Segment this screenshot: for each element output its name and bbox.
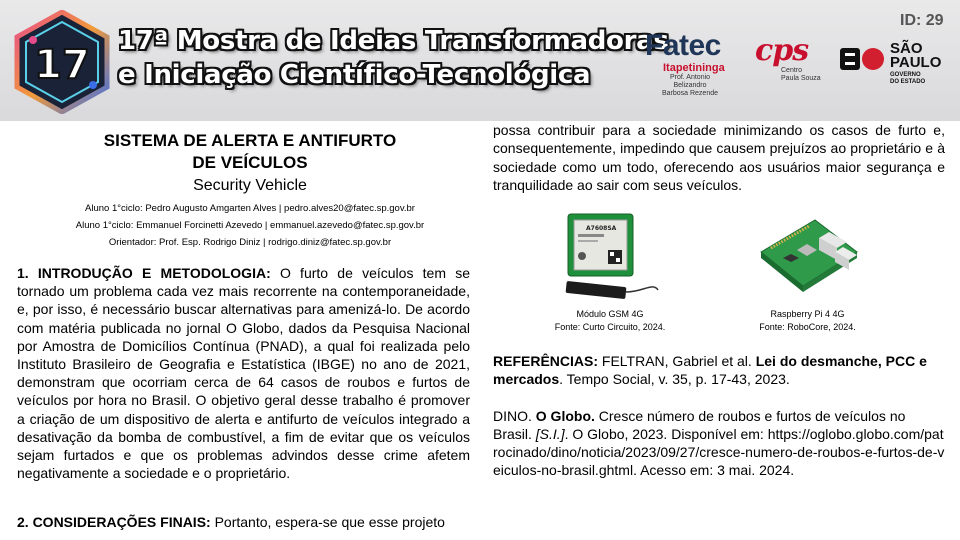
ref2-end: . Acesso em: 3 mai. 2024. (633, 462, 795, 479)
raspberry-pi-image (753, 212, 863, 308)
fatec-logo-sub1: Prof. Antonio Belizandro (669, 74, 711, 89)
ref2-title: O Globo. (535, 407, 595, 424)
gsm-chip-label: A7608SA (585, 225, 616, 232)
reference-2 (493, 407, 948, 480)
ref1-post: . Tempo Social, v. 35, p. 17-43, 2023. (559, 371, 790, 388)
sao-paulo-text (890, 42, 941, 70)
cps-logo-name: cps (755, 33, 809, 68)
sao-paulo-gov2: DO ESTADO (890, 79, 926, 85)
paper-title-line2: DE VEÍCULOS (192, 153, 308, 172)
paper-title-line1: SISTEMA DE ALERTA E ANTIFURTO (103, 131, 397, 150)
event-title (118, 24, 669, 92)
ref2-mid: Cresce número de roubos e furtos de veículos no Brasil. (493, 407, 906, 442)
final-section-continued: possa contribuir para a sociedade minimizando os casos de furto e, consequentemente, impedindo que causem prejuízos ao proprietário e à sociedade como um todo, oferecendo aos usuários maior segurança e tranquilidade ao sair com seus veículos. (493, 122, 945, 193)
fatec-logo-sub2: Barbosa Rezende (661, 90, 719, 97)
final-heading: 2. CONSIDERAÇÕES FINAIS: (17, 514, 211, 530)
logo-number: 17 (34, 42, 90, 88)
authors-block (15, 200, 485, 251)
author-2: Aluno 1°ciclo: Emmanuel Forcinetti Azevedo | emmanuel.azevedo@fatec.sp.gov.br (75, 220, 425, 231)
reference-1 (493, 352, 948, 389)
ref2-post: . O Globo, 2023. Disponível em: (564, 425, 768, 442)
sao-paulo-gov (890, 72, 925, 86)
fatec-logo-name: Fatec (645, 29, 721, 62)
references-heading: REFERÊNCIAS: (493, 353, 599, 369)
sao-paulo-line1: SÃO (890, 40, 923, 57)
figure-rpi-caption: Raspberry Pi 4 4G (770, 309, 845, 319)
figure-raspberry-pi (730, 212, 885, 334)
cps-logo (755, 35, 825, 95)
figure-gsm-caption: Módulo GSM 4G (576, 309, 644, 319)
references-section (493, 352, 948, 498)
ref1-title: Lei do desmanche, PCC e mercados (493, 353, 927, 388)
intro-heading: 1. INTRODUÇÃO E METODOLOGIA: (17, 265, 271, 281)
advisor: Orientador: Prof. Esp. Rodrigo Diniz | rodrigo.diniz@fatec.sp.gov.br (108, 237, 392, 248)
figure-gsm-module (530, 212, 690, 334)
event-title-line2: e Iniciação Científico-Tecnológica (118, 60, 591, 90)
ref2-place: [S.I.] (535, 425, 565, 442)
fatec-logo (645, 30, 740, 102)
gsm-module-image (558, 212, 663, 308)
sao-paulo-line2: PAULO (890, 54, 942, 71)
figure-gsm-source: Fonte: Curto Circuito, 2024. (554, 322, 666, 332)
final-section-start (17, 513, 477, 531)
event-17-logo (13, 10, 111, 114)
sao-paulo-gov1: GOVERNO (890, 72, 921, 78)
figure-rpi-source: Fonte: RoboCore, 2024. (759, 322, 856, 332)
ref2-url-link[interactable]: https://oglobo.globo.com/patrocinado/dino/noticia/2023/09/27/cresce-numero-de-roubos-e-furtos-de-veiculos-no-brasil.ghtml (493, 425, 945, 479)
cps-logo-sub1: Centro (781, 67, 803, 74)
fatec-logo-city: Itapetininga (663, 62, 725, 74)
sao-paulo-logo (840, 42, 940, 92)
paper-subtitle: Security Vehicle (193, 177, 307, 194)
event-title-line1: 17ª Mostra de Ideias Transformadoras (118, 26, 669, 56)
header-banner (0, 0, 960, 121)
cps-logo-sub2: Paula Souza (781, 75, 821, 82)
sao-paulo-emblem-icon (840, 44, 886, 74)
intro-text: O furto de veículos tem se tornado um problema cada vez mais recorrente na contemporaneidade, e, por isso, é necessário buscar alternativas para amenizá-lo. De acordo com matéria publicada no jornal O Globo, dados da Pesquisa Nacional por Amostra de Domicílios Contínua (PNAD), a qual foi realizada pelo Instituto Brasileiro de Geografia e Estatística (IBGE) no ano de 2021, demonstram que ocorriam cerca de 64 casos de roubos e furtos de veículos por hora no Brasil. O objetivo geral desse trabalho é promover a criação de um dispositivo de alerta e antifurto de veículos integrado a desativação da bomba de combustível, a fim de evitar que os veículos sejam furtados e que os problemas advindos desse crime afetem negativamente a sociedade e o proprietário. (17, 265, 470, 482)
author-1: Aluno 1°ciclo: Pedro Augusto Amgarten Alves | pedro.alves20@fatec.sp.gov.br (85, 203, 415, 214)
ref2-pre: DINO. (493, 407, 536, 424)
paper-title (15, 130, 485, 174)
ref1-pre: FELTRAN, Gabriel et al. (598, 353, 756, 369)
final-text-left: Portanto, espera-se que esse projeto (210, 514, 445, 530)
poster-id: ID: 29 (900, 12, 944, 29)
intro-section (17, 264, 470, 482)
